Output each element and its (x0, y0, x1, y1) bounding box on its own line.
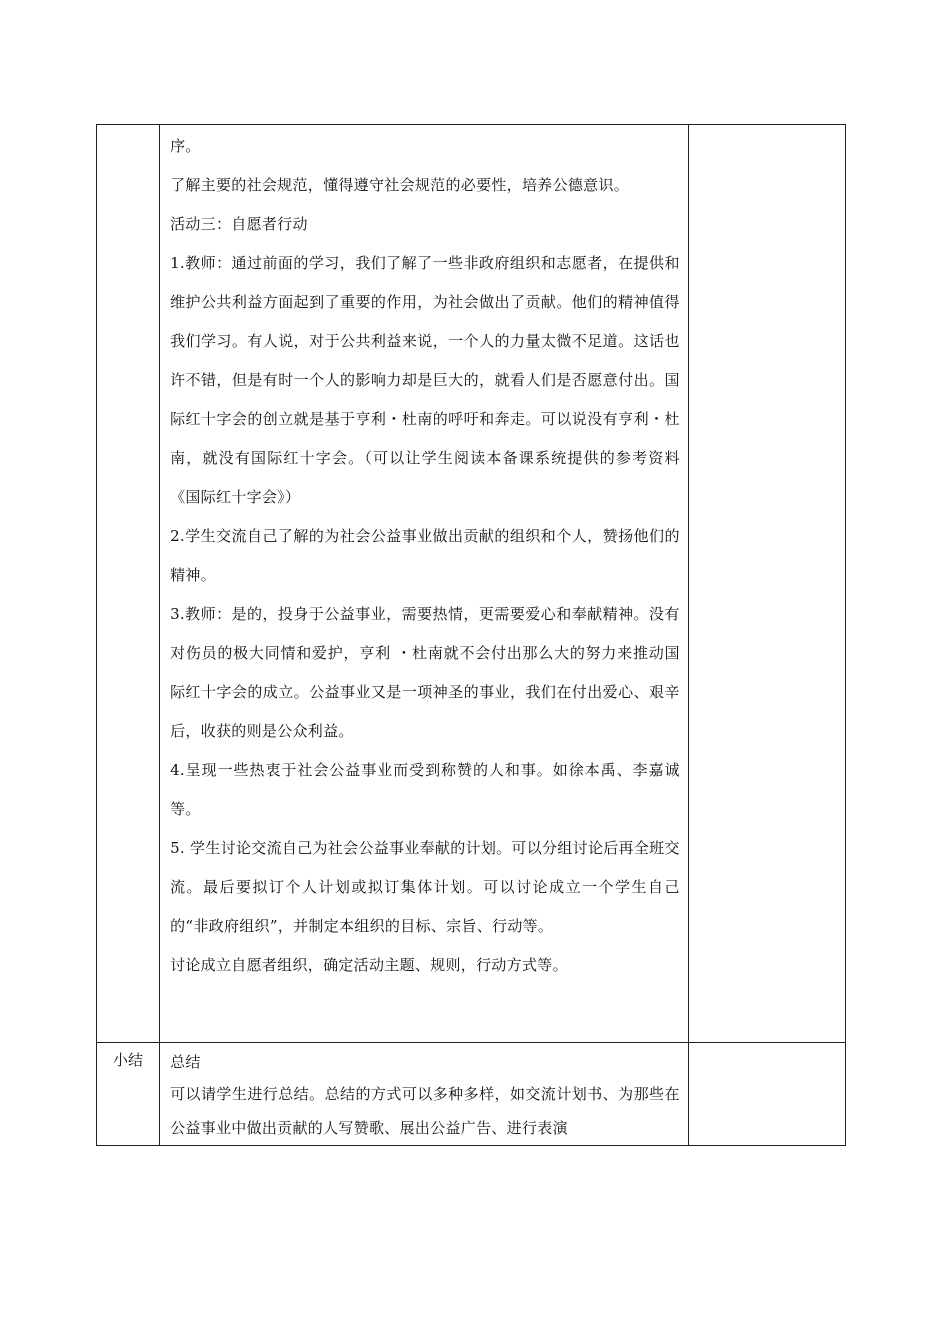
paragraph: 讨论成立自愿者组织，确定活动主题、规则，行动方式等。 (170, 956, 568, 974)
paragraph: 可以请学生进行总结。总结的方式可以多种多样，如交流计划书、为那些在公益事业中做出贡献的人写赞歌、展出公益广告、进行表演 (170, 1085, 680, 1137)
paragraph: 5. 学生讨论交流自己为社会公益事业奉献的计划。可以分组讨论后再全班交流。最后要拟订个人计划或拟订集体计划。可以讨论成立一个学生自己的“非政府组织”，并制定本组织的目标、宗旨、行动等。 (170, 839, 680, 935)
activity-content-cell (160, 125, 689, 1043)
paragraph: 2.学生交流自己了解的为社会公益事业做出贡献的组织和个人，赞扬他们的精神。 (170, 527, 680, 584)
paragraph: 了解主要的社会规范，懂得遵守社会规范的必要性，培养公德意识。 (170, 176, 630, 194)
row-label-cell (97, 125, 160, 1043)
paragraph: 4.呈现一些热衷于社会公益事业而受到称赞的人和事。如徐本禹、李嘉诚等。 (170, 761, 680, 818)
summary-heading: 总结 (170, 1053, 201, 1071)
summary-content-cell (160, 1043, 689, 1146)
paragraph: 序。 (170, 137, 201, 155)
notes-cell (688, 125, 845, 1043)
paragraph: 3.教师：是的，投身于公益事业，需要热情，更需要爱心和奉献精神。没有对伤员的极大同情和爱护，亨利 ・杜南就不会付出那么大的努力来推动国际红十字会的成立。公益事业又是一项神圣的事业，我们在付出爱心、艰辛后，收获的则是公众利益。 (170, 605, 680, 740)
paragraph: 1.教师：通过前面的学习，我们了解了一些非政府组织和志愿者，在提供和维护公共利益方面起到了重要的作用，为社会做出了贡献。他们的精神值得我们学习。有人说，对于公共利益来说，一个人的力量太微不足道。这话也许不错，但是有时一个人的影响力却是巨大的，就看人们是否愿意付出。国际红十字会的创立就是基于亨利・杜南的呼吁和奔走。可以说没有亨利・杜南，就没有国际红十字会。（可以让学生阅读本备课系统提供的参考资料《国际红十字会》） (170, 254, 680, 506)
summary-row (97, 1043, 846, 1146)
activity-heading: 活动三：自愿者行动 (170, 215, 308, 233)
lesson-plan-table (96, 124, 846, 1146)
activity-row (97, 125, 846, 1043)
summary-label: 小结 (97, 1043, 160, 1146)
notes-cell (688, 1043, 845, 1146)
